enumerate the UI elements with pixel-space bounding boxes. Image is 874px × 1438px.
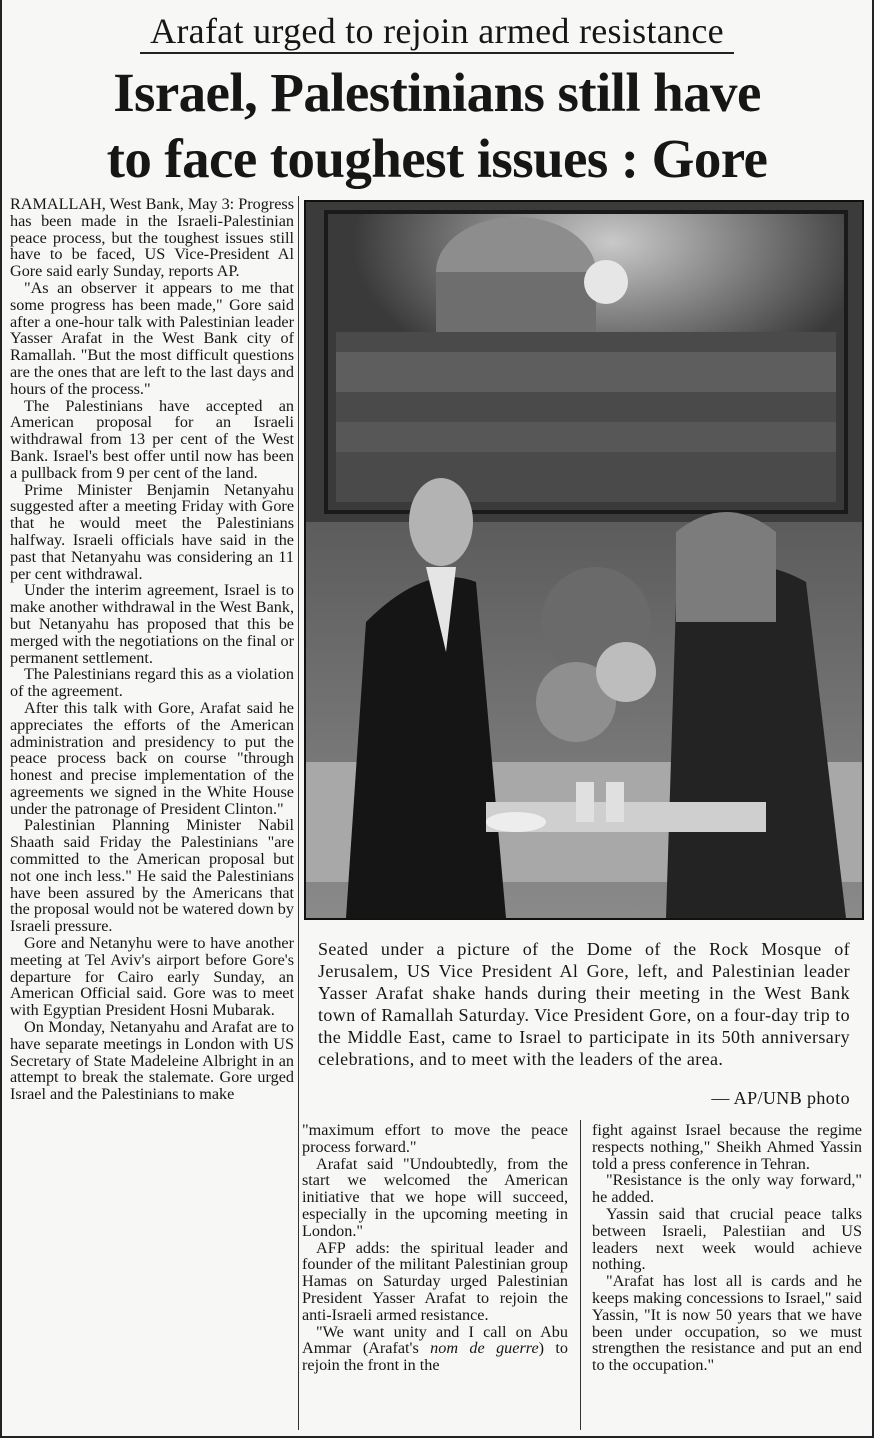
paragraph: On Monday, Netanyahu and Arafat are to have separate meetings in London with US Secretary of State Madeleine Albright in an attempt to break the stalemate. Gore urged Israel and the Palestinians to make (10, 1018, 294, 1104)
paragraph: "maximum effort to move the peace process forward." (302, 1122, 568, 1156)
paragraph: RAMALLAH, West Bank, May 3: Progress has been made in the Israeli-Palestinian peace process, but the toughest issues still have to be faced, US Vice-President Al Gore said early Sunday, reports AP. (10, 196, 294, 281)
kicker-text: Arafat urged to rejoin armed resistance (140, 10, 734, 54)
paragraph: Yassin said that crucial peace talks between Israeli, Palestiian and US leaders next week would achieve nothing. (592, 1204, 862, 1274)
paragraph: Under the interim agreement, Israel is to make another withdrawal in the West Bank, but Netanyahu has proposed that this be merged with the negotiations on the final or permanent settlement. (10, 581, 294, 667)
paragraph: "Resistance is the only way forward," he added. (592, 1171, 862, 1207)
headline-line-1: Israel, Palestinians still have (113, 62, 761, 123)
photo-illustration (306, 202, 862, 918)
article-column-1 (10, 196, 294, 1428)
photo-credit: — AP/UNB photo (711, 1088, 850, 1108)
paragraph: The Palestinians regard this as a violation of the agreement. (10, 665, 294, 701)
column-divider (580, 1120, 581, 1430)
paragraph: Arafat said "Undoubtedly, from the start we welcomed the American initiative that we hope will succeed, especially in the upcoming meeting in London." (302, 1154, 568, 1240)
paragraph: AFP adds: the spiritual leader and founder of the militant Palestinian group Hamas on Saturday urged Palestinian President Yasser Arafat to rejoin the anti-Israeli armed resistance. (302, 1238, 568, 1324)
kicker (0, 10, 874, 54)
article-column-2 (302, 1122, 568, 1428)
paragraph: "Arafat has lost all is cards and he keeps making concessions to Israel," said Yassin, "It is now 50 years that we have been under occupation, so we must strengthen the resistance and put an end to the occupation." (592, 1272, 862, 1375)
paragraph: After this talk with Gore, Arafat said he appreciates the efforts of the American administration and presidency to put the peace process back on course "through honest and precise implementation of the agreements we signed in the White House under the patronage of President Clinton." (10, 698, 294, 818)
photo-caption: Seated under a picture of the Dome of the Rock Mosque of Jerusalem, US Vice President Al Gore, left, and Palestinian leader Yasser Arafat shake hands during their meeting in the West Bank town of Ramallah Saturday. Vice President Gore, on a four-day trip to the Middle East, came to Israel to participate in its 50th anniversary celebrations, and to meet with the leaders of the area. (318, 939, 850, 1069)
paragraph (302, 1324, 568, 1374)
paragraph: "As an observer it appears to me that some progress has been made," Gore said after a one-hour talk with Palestinian leader Yasser Arafat in the West Bank city of Ramallah. "But the most difficult questions are the ones that are left to the last days and hours of the process." (10, 278, 294, 398)
paragraph: Palestinian Planning Minister Nabil Shaath said Friday the Palestinians "are committed to the American proposal but not one inch less." He said the Palestinians have been assured by the Americans that the proposal would not be watered down by Israeli pressure. (10, 816, 294, 936)
italic-phrase: nom de guerre (430, 1339, 539, 1358)
article-column-3 (592, 1122, 862, 1428)
news-photo (304, 200, 864, 920)
quote-tail: ) to rejoin the front in the (302, 1339, 568, 1375)
paragraph: The Palestinians have accepted an American proposal for an Israeli withdrawal from 13 per cent of the West Bank. Israel's best offer until now has been a pullback from 9 per cent of the land. (10, 396, 294, 482)
paragraph: Prime Minister Benjamin Netanyahu suggested after a meeting Friday with Gore that he would meet the Palestinians halfway. Israeli officials have said in the past that Netanyahu was considering an 11 per cent withdrawal. (10, 480, 294, 583)
column-divider (298, 196, 299, 1430)
paragraph: fight against Israel because the regime respects nothing," Sheikh Ahmed Yassin told a press conference in Tehran. (592, 1122, 862, 1173)
headline (0, 60, 874, 192)
headline-line-2: to face toughest issues : Gore (106, 128, 768, 189)
quote-text: "We want unity and I call on Abu Ammar (Arafat's (302, 1322, 568, 1358)
paragraph: Gore and Netanyhu were to have another meeting at Tel Aviv's airport before Gore's departure for Cairo early Sunday, an American Official said. Gore was to meet with Egyptian President Hosni Mubarak. (10, 934, 294, 1020)
